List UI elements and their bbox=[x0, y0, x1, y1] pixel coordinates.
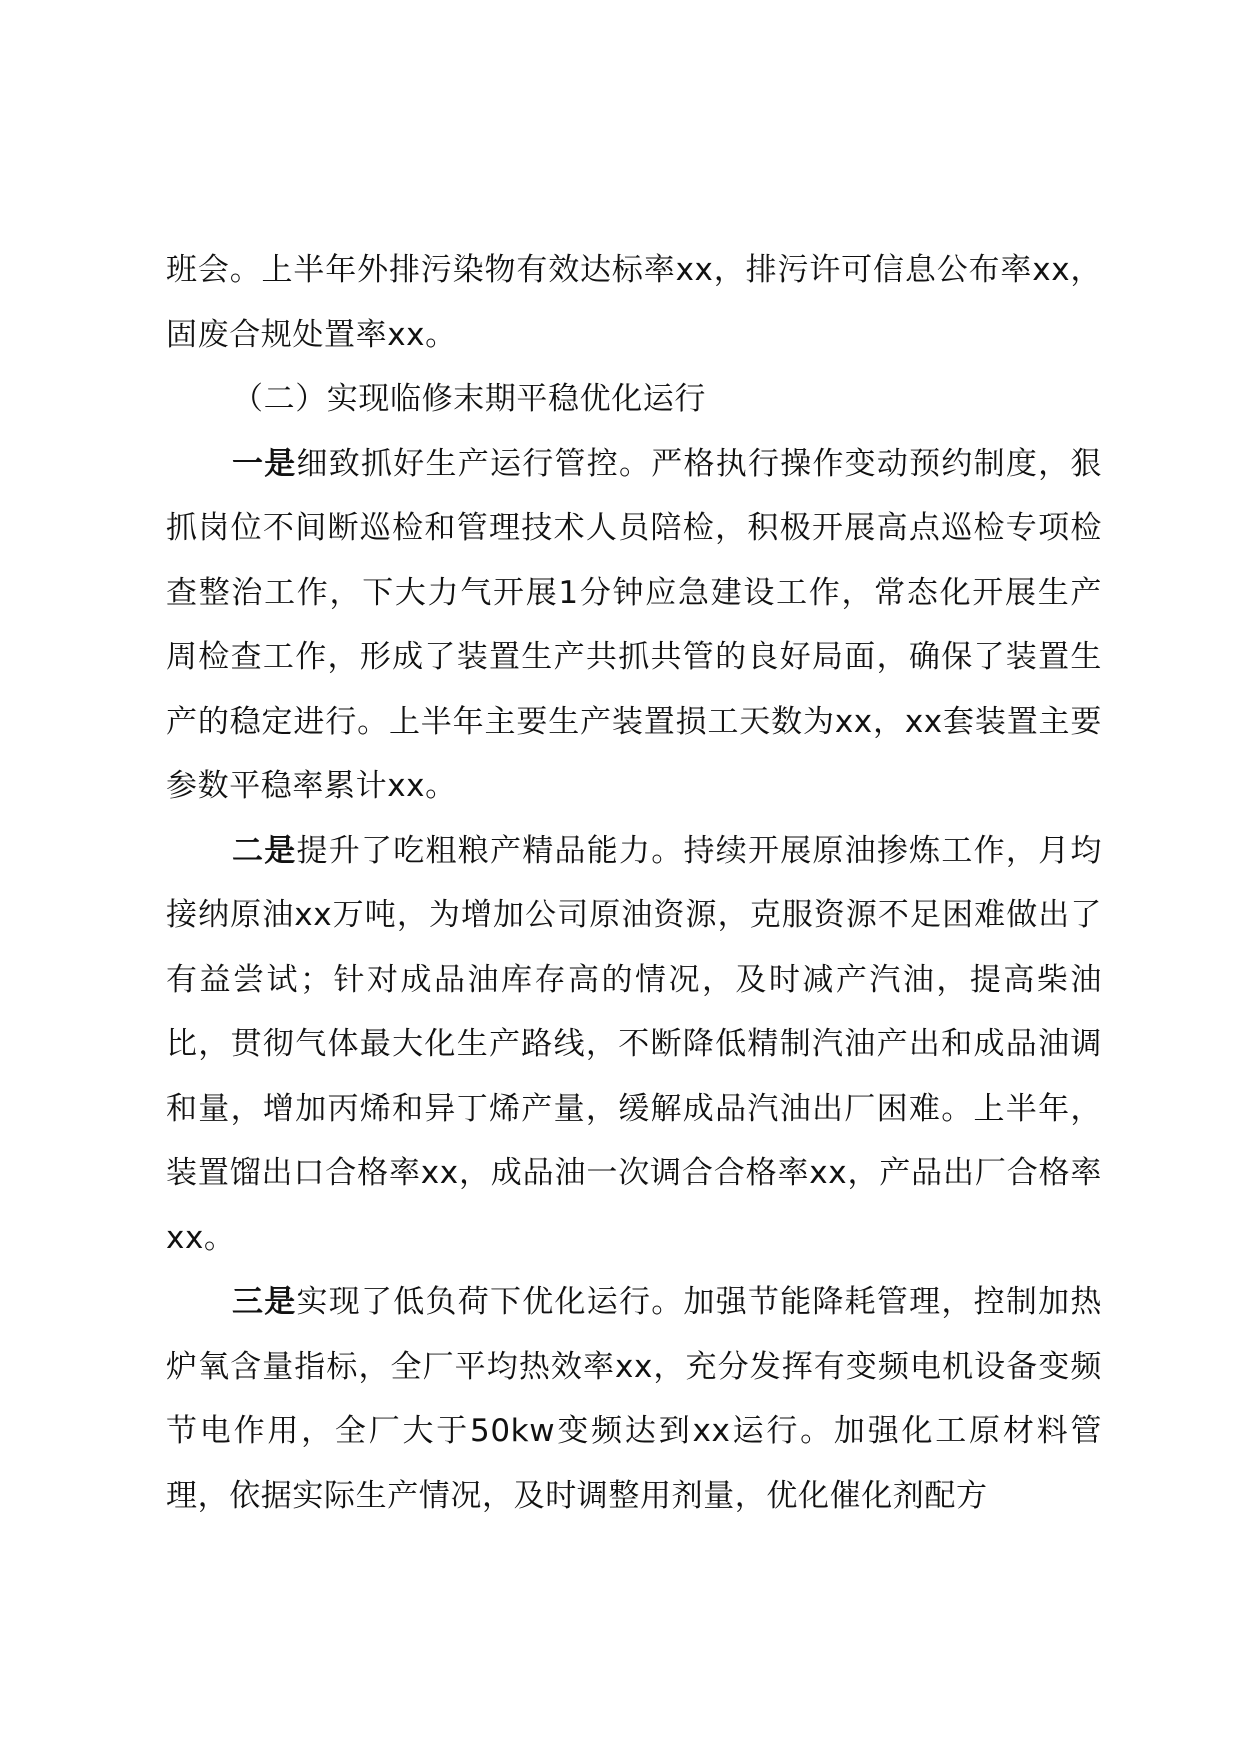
paragraph-text: 实现了低负荷下优化运行。加强节能降耗管理，控制加热炉氧含量指标，全厂平均热效率xx，充分发挥有变频电机设备变频节电作用，全厂大于50kw变频达到xx运行。加强化工原材料管理，依据实际生产情况，及时调整用剂量，优化催化剂配方 bbox=[166, 1284, 1103, 1514]
paragraph-continuation bbox=[166, 238, 1102, 367]
paragraph-text: 提升了吃粗粮产精品能力。持续开展原油掺炼工作，月均接纳原油xx万吨，为增加公司原油资源，克服资源不足困难做出了有益尝试；针对成品油库存高的情况，及时减产汽油，提高柴油比，贯彻气体最大化生产路线，不断降低精制汽油产出和成品油调和量，增加丙烯和异丁烯产量，缓解成品汽油出厂困难。上半年，装置馏出口合格率xx，成品油一次调合合格率xx，产品出厂合格率xx。 bbox=[166, 832, 1103, 1256]
paragraph-item-3 bbox=[166, 1270, 1102, 1528]
paragraph-item-2 bbox=[166, 819, 1102, 1271]
section-heading bbox=[166, 367, 1102, 432]
paragraph-lead: 一是 bbox=[232, 445, 297, 482]
paragraph-lead: 二是 bbox=[232, 832, 297, 869]
paragraph-item-1 bbox=[166, 432, 1102, 819]
paragraph-text: 班会。上半年外排污染物有效达标率xx，排污许可信息公布率xx，固废合规处置率xx。 bbox=[166, 252, 1102, 353]
document-body bbox=[166, 238, 1102, 1528]
paragraph-text: 细致抓好生产运行管控。严格执行操作变动预约制度，狠抓岗位不间断巡检和管理技术人员陪检，积极开展高点巡检专项检查整治工作，下大力气开展1分钟应急建设工作，常态化开展生产周检查工作，形成了装置生产共抓共管的良好局面，确保了装置生产的稳定进行。上半年主要生产装置损工天数为xx，xx套装置主要参数平稳率累计xx。 bbox=[166, 445, 1103, 804]
section-heading-text: （二）实现临修末期平稳优化运行 bbox=[232, 381, 706, 417]
paragraph-lead: 三是 bbox=[232, 1284, 297, 1320]
